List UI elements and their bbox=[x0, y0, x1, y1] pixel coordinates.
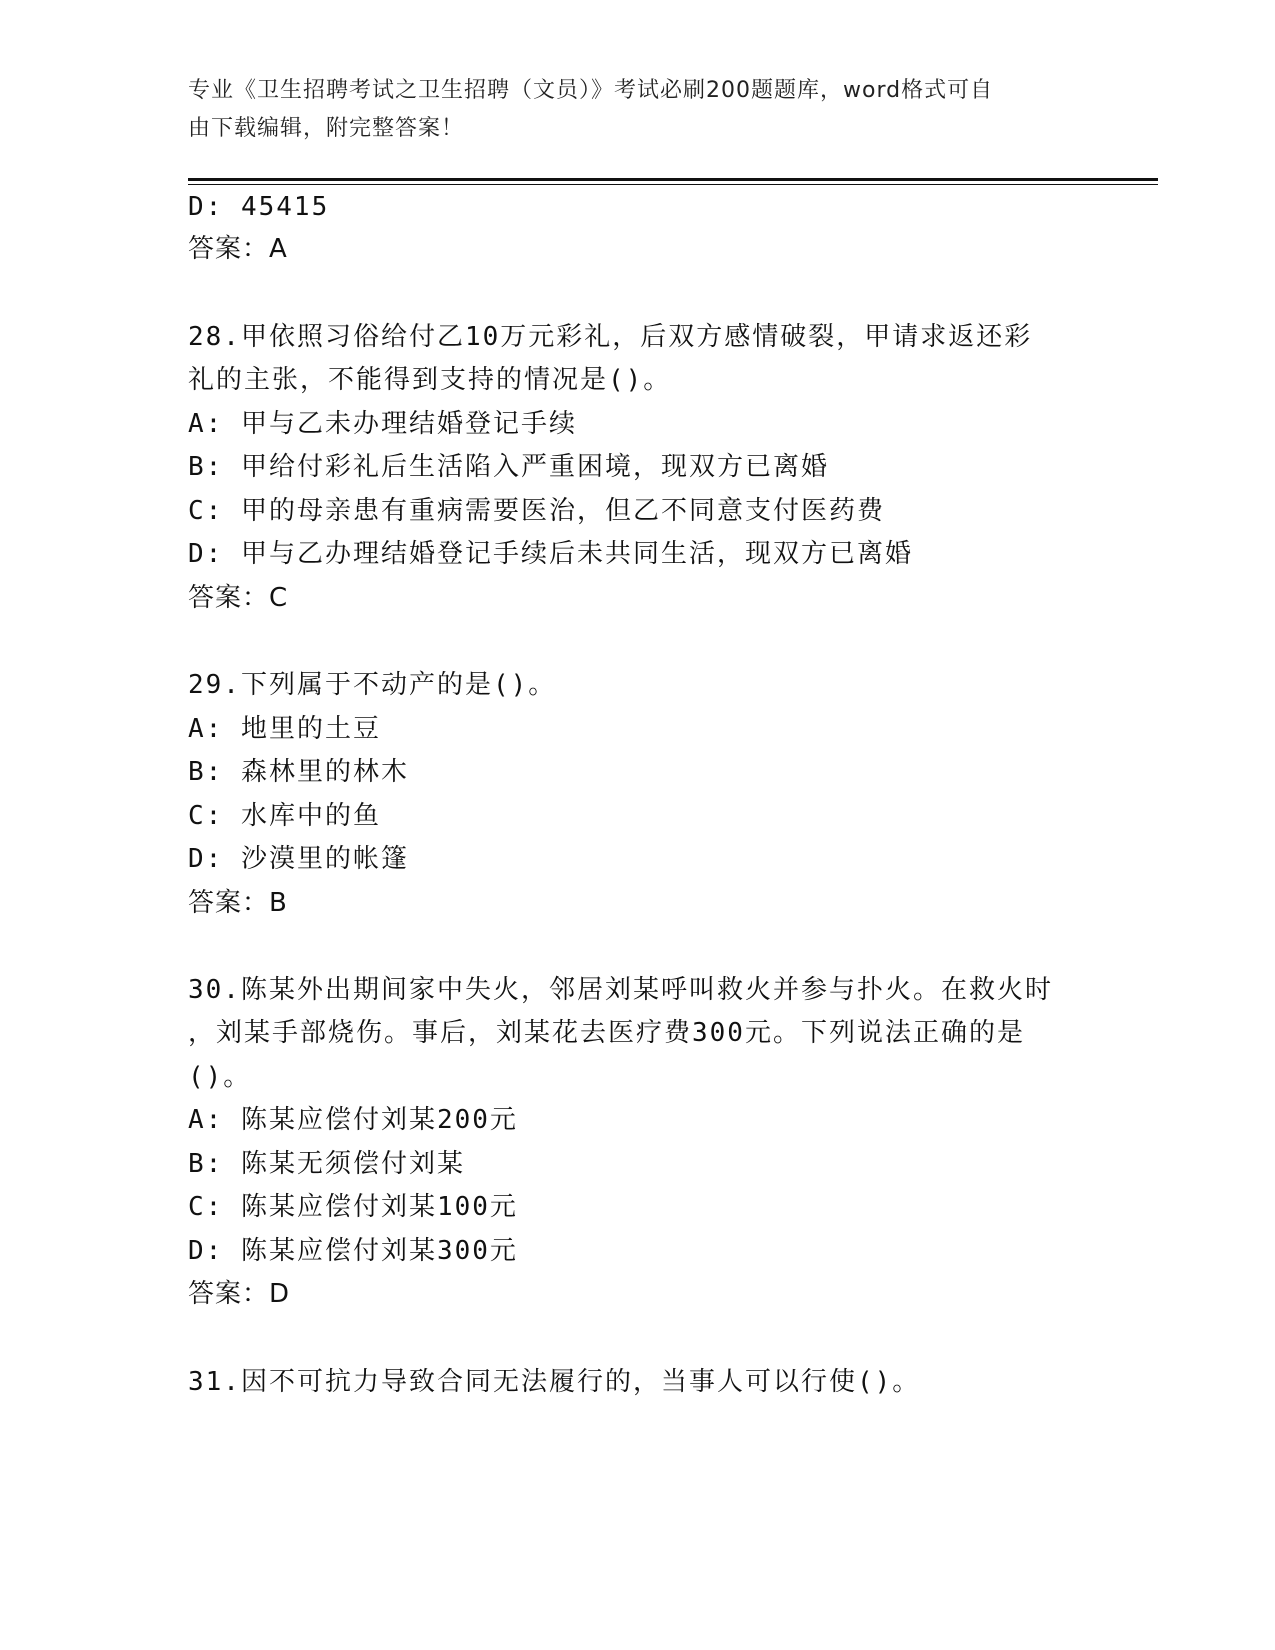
q29-option-b: B: 森林里的林木 bbox=[188, 757, 409, 787]
q30-option-c: C: 陈某应偿付刘某100元 bbox=[188, 1192, 518, 1222]
q30-stem-line-2: ，刘某手部烧伤。事后，刘某花去医疗费300元。下列说法正确的是 bbox=[188, 1018, 1025, 1048]
q28-option-c: C: 甲的母亲患有重病需要医治，但乙不同意支付医药费 bbox=[188, 496, 885, 526]
q30-stem-line-1: 30.陈某外出期间家中失火，邻居刘某呼叫救火并参与扑火。在救火时 bbox=[188, 975, 1053, 1005]
q30-answer: 答案：D bbox=[188, 1279, 291, 1309]
q29-option-c: C: 水库中的鱼 bbox=[188, 801, 381, 831]
header-divider-thick bbox=[188, 178, 1158, 181]
q31-stem-line-1: 31.因不可抗力导致合同无法履行的，当事人可以行使()。 bbox=[188, 1367, 921, 1397]
q30-stem-line-3: ()。 bbox=[188, 1062, 252, 1092]
q28-stem-line-2: 礼的主张，不能得到支持的情况是()。 bbox=[188, 365, 672, 395]
header-divider-thin bbox=[188, 184, 1158, 185]
q28-option-a: A: 甲与乙未办理结婚登记手续 bbox=[188, 409, 577, 439]
q27-answer: 答案：A bbox=[188, 234, 288, 264]
document-header bbox=[188, 72, 1068, 148]
q28-answer: 答案：C bbox=[188, 583, 289, 613]
q28-option-d: D: 甲与乙办理结婚登记手续后未共同生活，现双方已离婚 bbox=[188, 539, 913, 569]
q29-option-d: D: 沙漠里的帐篷 bbox=[188, 844, 409, 874]
q30-option-d: D: 陈某应偿付刘某300元 bbox=[188, 1236, 518, 1266]
q30-option-b: B: 陈某无须偿付刘某 bbox=[188, 1149, 465, 1179]
q28-option-b: B: 甲给付彩礼后生活陷入严重困境，现双方已离婚 bbox=[188, 452, 829, 482]
header-line-1: 专业《卫生招聘考试之卫生招聘（文员）》考试必刷200题题库，word格式可自 bbox=[188, 78, 994, 103]
q30-option-a: A: 陈某应偿付刘某200元 bbox=[188, 1105, 518, 1135]
q27-option-d: D: 45415 bbox=[188, 192, 330, 222]
q29-option-a: A: 地里的土豆 bbox=[188, 714, 381, 744]
q29-stem-line-1: 29.下列属于不动产的是()。 bbox=[188, 670, 557, 700]
q29-answer: 答案：B bbox=[188, 888, 288, 918]
header-line-2: 由下载编辑，附完整答案！ bbox=[188, 116, 465, 141]
q28-stem-line-1: 28.甲依照习俗给付乙10万元彩礼，后双方感情破裂，甲请求返还彩 bbox=[188, 322, 1033, 352]
